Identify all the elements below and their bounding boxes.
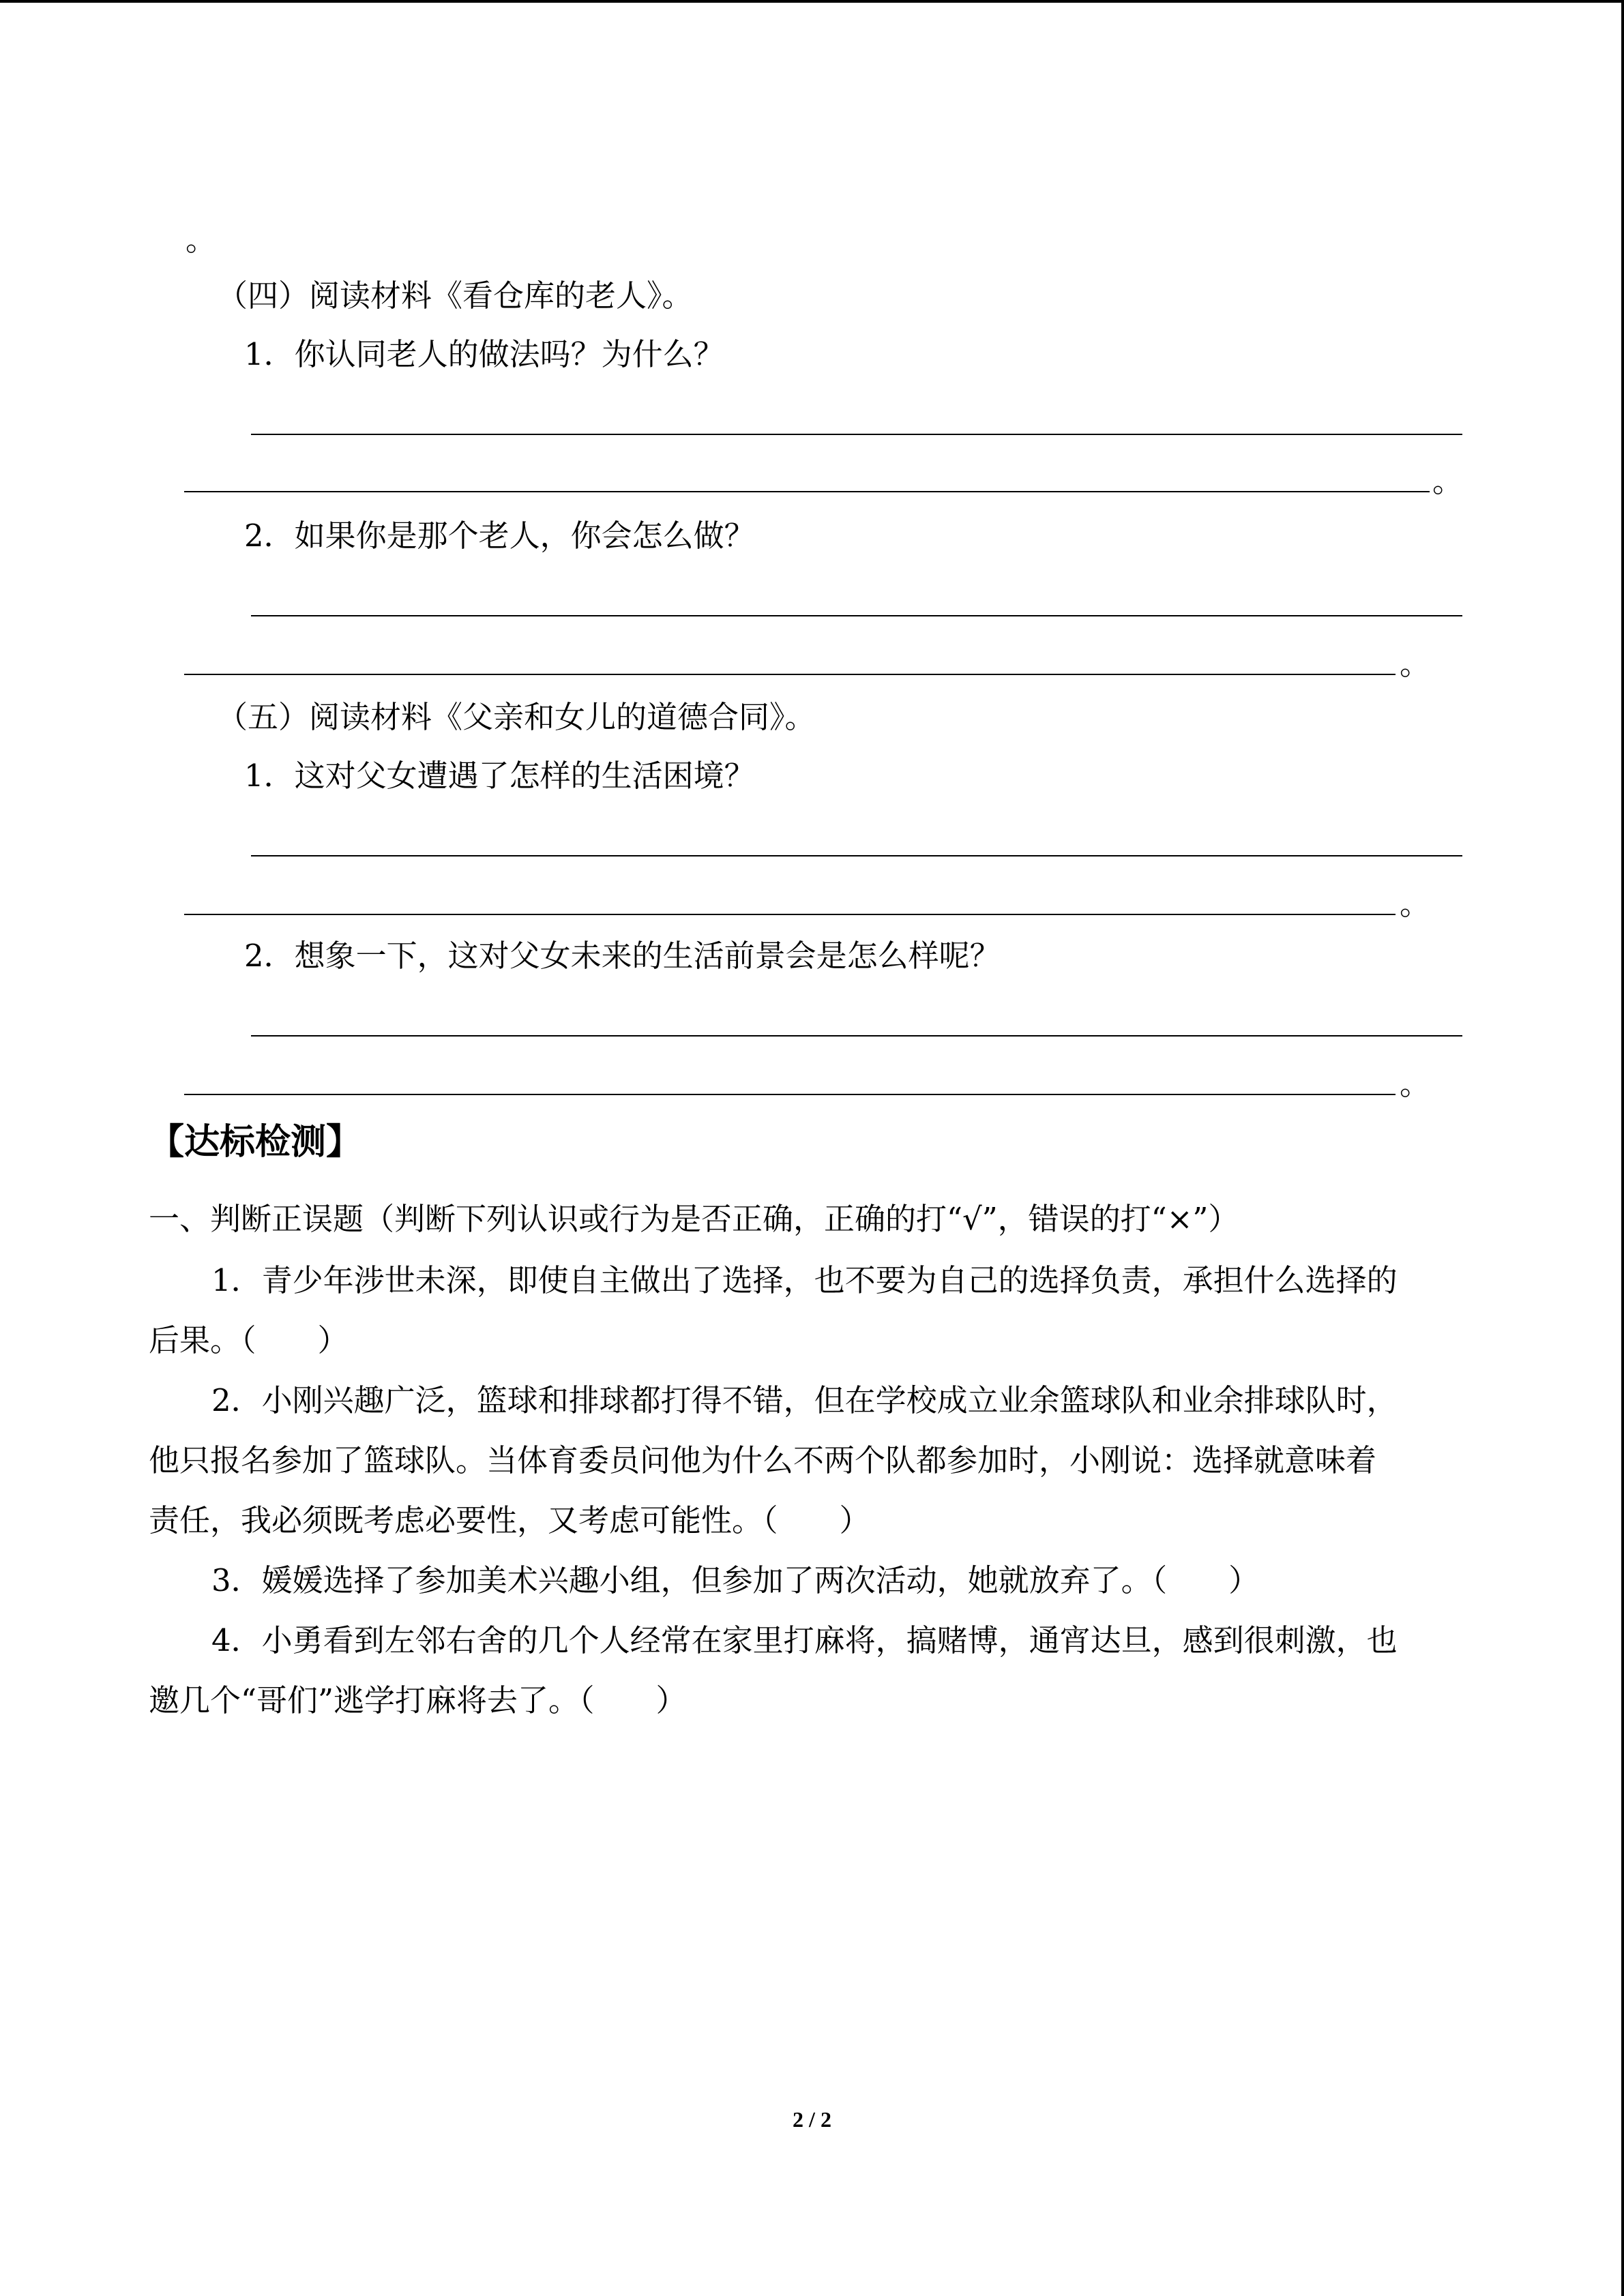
section5-question-1: 1．这对父女遭遇了怎样的生活困境？ [244, 758, 755, 794]
answer-line[interactable] [184, 914, 1396, 915]
item2-line3: 责任，我必须既考虑必要性，又考虑可能性。（ ） [149, 1502, 870, 1538]
item4-line1: 4．小勇看到左邻右舍的几个人经常在家里打麻将，搞赌博，通宵达旦，感到很刺激，也 [211, 1622, 1398, 1658]
page-number: 2 / 2 [793, 2107, 831, 2132]
answer-line[interactable] [251, 615, 1462, 616]
section5-title: （五）阅读材料《父亲和女儿的道德合同》。 [217, 699, 816, 735]
top-period: 。 [186, 222, 217, 258]
section4-title: （四）阅读材料《看仓库的老人》。 [217, 278, 693, 314]
section4-question-2: 2．如果你是那个老人，你会怎么做？ [244, 518, 755, 554]
answer-line[interactable] [184, 674, 1396, 675]
answer-line[interactable] [184, 1094, 1396, 1095]
section4-question-1: 1．你认同老人的做法吗？为什么？ [244, 336, 724, 372]
page-border-right [1621, 0, 1624, 2296]
answer-end-period: 。 [1400, 886, 1431, 922]
page-border-top [0, 0, 1624, 3]
answer-line[interactable] [251, 434, 1462, 435]
item4-line2: 邀几个“哥们”逃学打麻将去了。（ ） [149, 1682, 687, 1718]
test-heading: 【达标检测】 [149, 1122, 362, 1163]
item3-line1: 3．媛媛选择了参加美术兴趣小组，但参加了两次活动，她就放弃了。（ ） [211, 1562, 1260, 1598]
item1-line1: 1．青少年涉世未深，即使自主做出了选择，也不要为自己的选择负责，承担什么选择的 [211, 1262, 1398, 1298]
part1-title: 一、判断正误题（判断下列认识或行为是否正确，正确的打“√”，错误的打“×”） [149, 1201, 1239, 1237]
answer-end-period: 。 [1432, 463, 1464, 499]
item1-line2: 后果。（ ） [149, 1322, 349, 1358]
answer-end-period: 。 [1400, 1066, 1431, 1102]
answer-line[interactable] [184, 491, 1430, 492]
item2-line1: 2．小刚兴趣广泛，篮球和排球都打得不错，但在学校成立业余篮球队和业余排球队时， [211, 1382, 1398, 1418]
section5-question-2: 2．想象一下，这对父女未来的生活前景会是怎么样呢？ [244, 938, 1001, 974]
answer-end-period: 。 [1400, 646, 1431, 682]
answer-line[interactable] [251, 1035, 1462, 1037]
item2-line2: 他只报名参加了篮球队。当体育委员问他为什么不两个队都参加时，小刚说：选择就意味着 [149, 1442, 1377, 1478]
answer-line[interactable] [251, 855, 1462, 856]
